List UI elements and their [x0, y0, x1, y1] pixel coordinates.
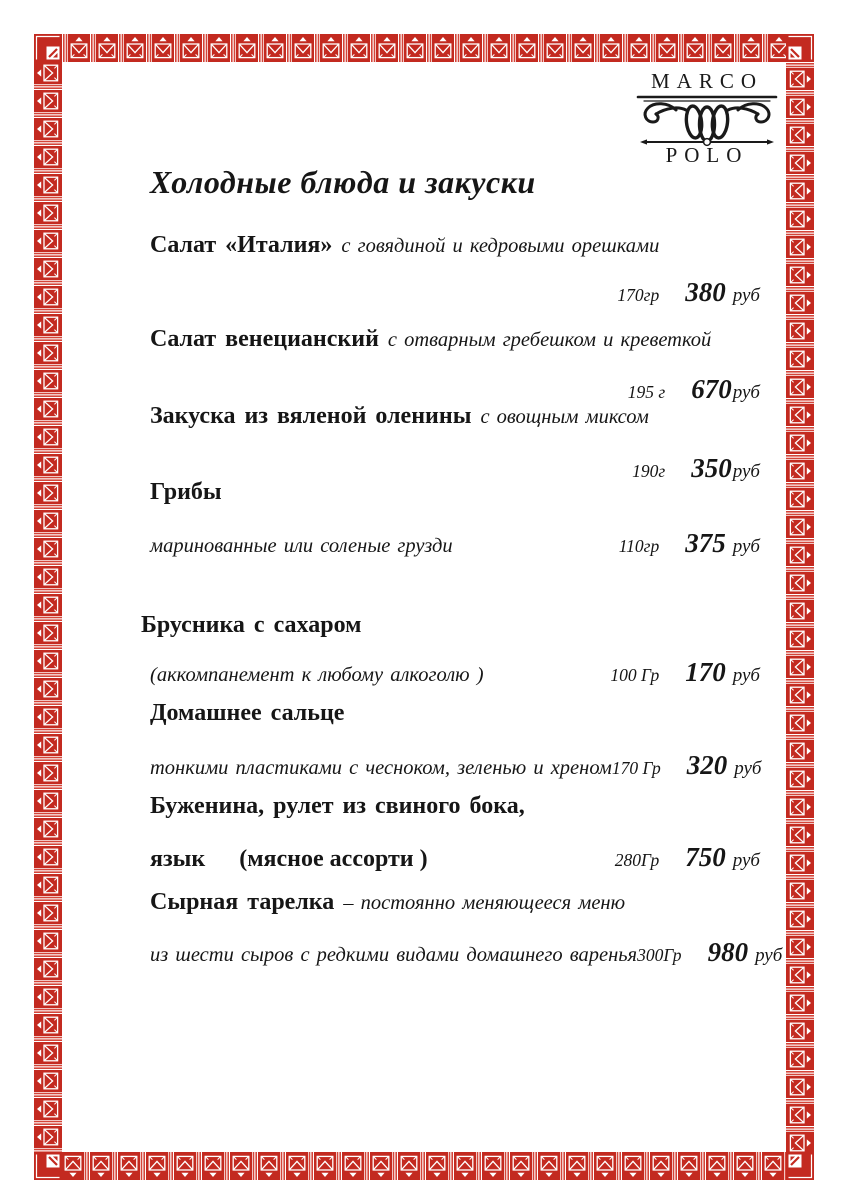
column-ornament-icon: [632, 92, 782, 148]
item-name: Салат «Италия»: [150, 232, 333, 258]
item-weight: 190г: [632, 461, 666, 481]
restaurant-logo: [622, 70, 792, 166]
price-group: [615, 842, 760, 873]
item-weight: 300Гр: [637, 945, 682, 965]
item-7-name2-price-row: [150, 842, 760, 873]
item-name-continued: язык: [150, 846, 206, 872]
currency-label: руб: [732, 850, 760, 871]
section-title: Холодные блюда и закуски: [150, 164, 536, 200]
item-name: Грибы: [150, 479, 222, 505]
border-left-band: [34, 62, 62, 1152]
item-name: Сырная тарелка: [150, 889, 335, 915]
item-name: Домашнее сальце: [150, 700, 345, 726]
currency-label: руб: [734, 758, 762, 779]
item-desc: тонкими пластиками с чесноком, зеленью и хреном: [150, 757, 612, 779]
border-top-band: [62, 34, 786, 62]
item-1-name-row: [150, 232, 760, 259]
item-6-desc-price-row: [150, 750, 760, 781]
border-corner-top-right: [786, 34, 814, 62]
price-group: [619, 528, 760, 559]
item-5-name-row: [141, 612, 760, 639]
item-weight: 170гр: [617, 285, 660, 305]
item-price: 350: [691, 453, 732, 483]
item-weight: 170 Гр: [611, 758, 661, 778]
item-6-name-row: [150, 700, 760, 727]
currency-label: руб: [732, 536, 760, 557]
currency-label: руб: [755, 945, 783, 966]
item-4-desc-price-row: [150, 528, 760, 559]
border-corner-top-left: [34, 34, 62, 62]
price-group: [617, 277, 760, 308]
item-weight: 100 Гр: [610, 665, 660, 685]
item-8-desc-price-row: [150, 937, 783, 968]
item-5-desc-price-row: [150, 657, 760, 688]
item-desc: маринованные или соленые грузди: [150, 535, 453, 557]
item-name: Буженина, рулет из свиного бока,: [150, 793, 525, 819]
logo-word-polo: POLO: [665, 143, 749, 168]
item-price: 670: [691, 374, 732, 404]
currency-label: руб: [732, 665, 760, 686]
price-group: [612, 750, 762, 781]
item-weight: 110гр: [618, 536, 660, 556]
item-desc: – постоянно меняющееся меню: [343, 892, 626, 914]
price-group: [637, 937, 782, 968]
item-weight: 280Гр: [614, 850, 660, 870]
item-7-name-row: [150, 793, 760, 820]
item-price: 380: [685, 277, 726, 307]
item-desc-continued: из шести сыров с редкими видами домашнего варенья: [150, 944, 638, 966]
item-desc: с говядиной и кедровыми орешками: [341, 235, 660, 257]
item-desc: с овощным миксом: [480, 406, 649, 428]
currency-label: руб: [732, 382, 760, 403]
item-price: 170: [685, 657, 726, 687]
item-name: Брусника с сахаром: [141, 612, 362, 638]
border-bottom-band: [62, 1152, 786, 1180]
item-price: 320: [686, 750, 728, 780]
item-name: Салат венецианский: [150, 326, 379, 352]
item-price: 980: [707, 937, 749, 967]
border-corner-bottom-left: [34, 1152, 62, 1180]
item-desc: с отварным гребешком и креветкой: [387, 329, 712, 351]
price-group: [628, 374, 760, 405]
currency-label: руб: [732, 461, 760, 482]
currency-label: руб: [732, 285, 760, 306]
item-8-name-row: [150, 889, 760, 916]
border-right-band: [786, 62, 814, 1152]
item-name: Закуска из вяленой оленины: [150, 403, 472, 429]
item-weight: 195 г: [627, 382, 666, 402]
item-4-name-row: [150, 479, 760, 506]
item-desc: (аккомпанемент к любому алкоголю ): [150, 664, 484, 686]
logo-word-marco: MARCO: [650, 69, 764, 93]
item-price: 375: [685, 528, 726, 558]
item-2-name-row: [150, 326, 760, 353]
item-1-price-row: [150, 277, 760, 308]
item-2-price-row: [150, 374, 760, 405]
price-group: [610, 657, 760, 688]
border-corner-bottom-right: [786, 1152, 814, 1180]
item-3-name-row: [150, 403, 760, 430]
item-price: 750: [685, 842, 726, 872]
item-desc: (мясное ассорти ): [239, 846, 428, 872]
